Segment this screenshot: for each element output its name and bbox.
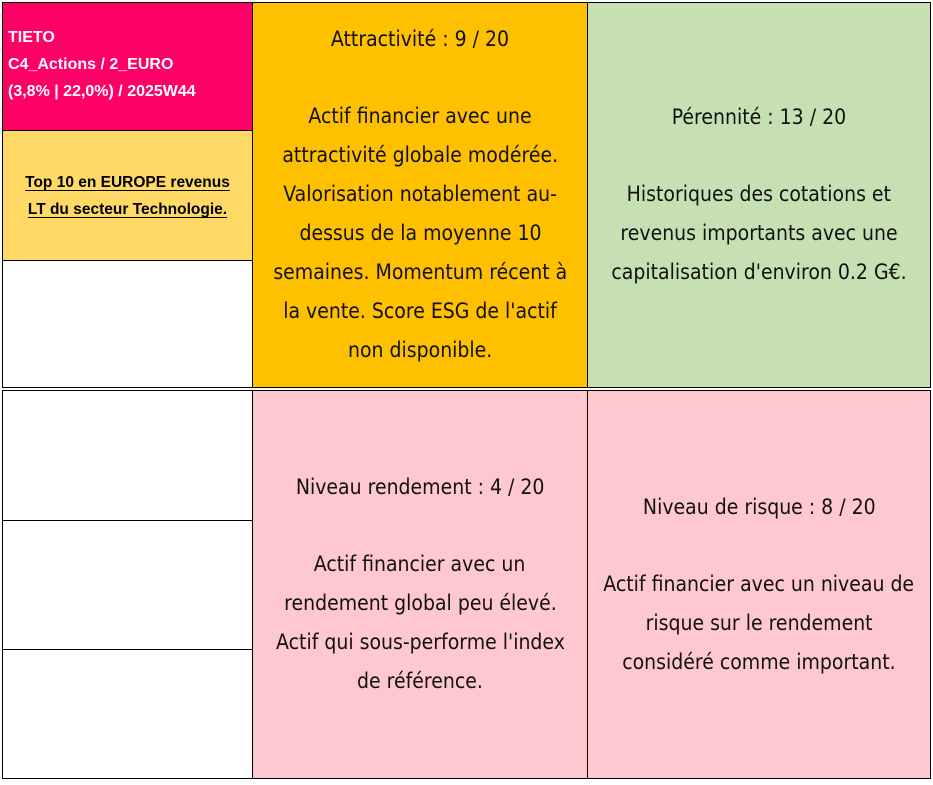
risque-cell	[587, 390, 931, 779]
risque-title: Niveau de risque : 8 / 20	[642, 494, 876, 519]
attractivite-line: attractivité globale modérée.	[282, 143, 558, 167]
attractivite-line: Actif financier avec une	[308, 104, 532, 128]
empty-cell-1	[2, 260, 253, 388]
ranking-line-2: LT du secteur Technologie.	[27, 201, 228, 218]
asset-category: C4_Actions / 2_EURO	[8, 56, 174, 73]
rendement-line: Actif financier avec un	[314, 552, 526, 576]
risque-line: Actif financier avec un niveau de	[603, 571, 915, 596]
attractivite-cell	[252, 2, 588, 388]
perennite-line: revenus importants avec une	[620, 221, 898, 245]
risque-line: considéré comme important.	[622, 649, 896, 674]
rendement-title: Niveau rendement : 4 / 20	[295, 475, 545, 499]
ranking-cell	[2, 130, 253, 261]
ranking-line-1: Top 10 en EUROPE revenus	[25, 174, 230, 191]
rendement-line: de référence.	[357, 669, 483, 693]
attractivite-line: Valorisation notablement au-	[283, 182, 557, 206]
attractivite-line: la vente. Score ESG de l'actif	[283, 299, 557, 323]
perennite-line: Historiques des cotations et	[626, 182, 892, 206]
asset-name: TIETO	[8, 29, 55, 46]
ranking-text	[25, 169, 230, 223]
rendement-cell	[252, 390, 588, 779]
asset-stats: (3,8% | 22,0%) / 2025W44	[8, 83, 196, 100]
risque-line: risque sur le rendement	[645, 610, 873, 635]
asset-header-cell	[2, 2, 253, 131]
rendement-line: Actif qui sous-performe l'index	[275, 630, 565, 654]
rendement-line: rendement global peu élevé.	[283, 591, 557, 615]
attractivite-line: non disponible.	[347, 338, 493, 362]
empty-cell-2	[2, 390, 253, 521]
empty-cell-4	[2, 649, 253, 779]
perennite-line: capitalisation d'environ 0.2 G€.	[611, 260, 907, 284]
empty-cell-3	[2, 520, 253, 650]
attractivite-title: Attractivité : 9 / 20	[330, 27, 510, 51]
attractivite-line: dessus de la moyenne 10	[298, 221, 542, 245]
perennite-cell	[587, 2, 931, 388]
attractivite-line: semaines. Momentum récent à	[273, 260, 567, 284]
perennite-title: Pérennité : 13 / 20	[671, 105, 847, 129]
